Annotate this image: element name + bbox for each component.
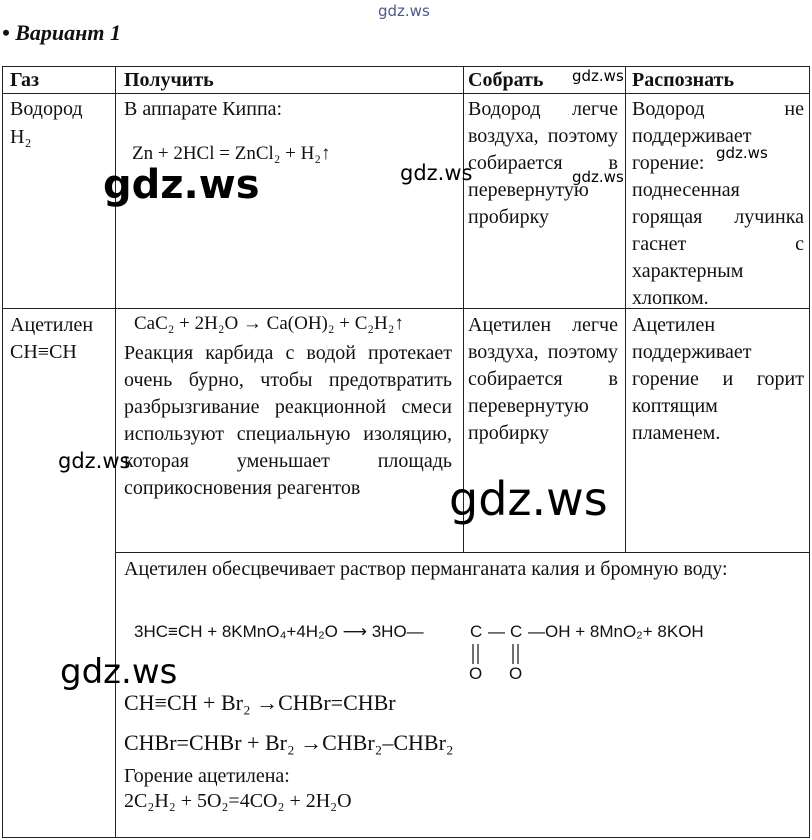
header-obtain: Получить: [124, 69, 214, 91]
hydrogen-name: Водород: [10, 98, 83, 120]
watermark-mid-2: gdz.ws: [58, 449, 131, 473]
combustion-title: Горение ацетилена:: [124, 765, 290, 787]
kmno4-equation-o2: O: [509, 664, 523, 683]
header-collect: Собрать: [468, 69, 544, 91]
kmno4-equation-o1: O: [469, 664, 483, 683]
acetylene-formula: CH≡CH: [10, 341, 77, 363]
kmno4-equation-mid: —: [488, 622, 505, 641]
acetylene-obtain-text: Реакция карбида с водой протекает очень бурно, чтобы предотвратить разбрызгивание реакционной смеси используют специальную изоляцию, которая уменьшает площадь соприкосновения реагентов: [124, 342, 452, 499]
acetylene-extra-text: Ацетилен обесцвечивает раствор перманганата калия и бромную воду:: [124, 558, 728, 580]
bromine-equation-1: CH≡CH + Br₂ →CHBr=CHBr: [124, 690, 396, 715]
watermark-large-2: gdz.ws: [449, 472, 608, 526]
watermark-header: gdz.ws: [572, 67, 624, 85]
hydrogen-collect-text: Водород легче воздуха, поэтому собирается в перевернутую пробирку: [468, 98, 618, 228]
watermark-mid-1: gdz.ws: [400, 161, 473, 185]
hydrogen-formula: H₂: [10, 126, 32, 148]
acetylene-name: Ацетилен: [10, 314, 94, 336]
kmno4-equation-right: —OH + 8MnO₂+ 8KOH: [528, 622, 704, 641]
header-recognize: Распознать: [632, 69, 735, 91]
kmno4-equation-left: 3HC≡CH + 8KMnO₄+4H₂O ⟶ 3HO—: [134, 622, 424, 641]
watermark-top: gdz.ws: [378, 2, 430, 20]
hydrogen-recognize-text: Водород не поддерживает горение: поднесенная горящая лучинка гаснет с характерным хлопком.: [632, 98, 804, 309]
watermark-large-1: gdz.ws: [103, 162, 260, 208]
acetylene-obtain-equation: CaC₂ + 2H₂O → Ca(OH)₂ + C₂H₂↑: [134, 313, 404, 334]
header-gas: Газ: [10, 69, 40, 91]
combustion-equation: 2C₂H₂ + 5O₂=4CO₂ + 2H₂O: [124, 790, 352, 812]
bromine-equation-2: CHBr=CHBr + Br₂ →CHBr₂–CHBr₂: [124, 730, 454, 755]
watermark-small-2: gdz.ws: [572, 168, 624, 186]
watermark-small-3: gdz.ws: [716, 144, 768, 162]
acetylene-recognize-text: Ацетилен поддерживает горение и горит коптящим пламенем.: [632, 314, 804, 444]
variant-title: • Вариант 1: [2, 20, 121, 45]
kmno4-equation-c2: C: [510, 622, 523, 641]
acetylene-collect-text: Ацетилен легче воздуха, поэтому собирается в перевернутую пробирку: [468, 314, 618, 444]
hydrogen-obtain-text: В аппарате Киппа:: [124, 98, 283, 120]
kmno4-equation-c1: C: [470, 622, 483, 641]
watermark-large-3: gdz.ws: [60, 652, 178, 692]
hydrogen-obtain-equation: Zn + 2HCl = ZnCl₂ + H₂↑: [132, 143, 331, 164]
